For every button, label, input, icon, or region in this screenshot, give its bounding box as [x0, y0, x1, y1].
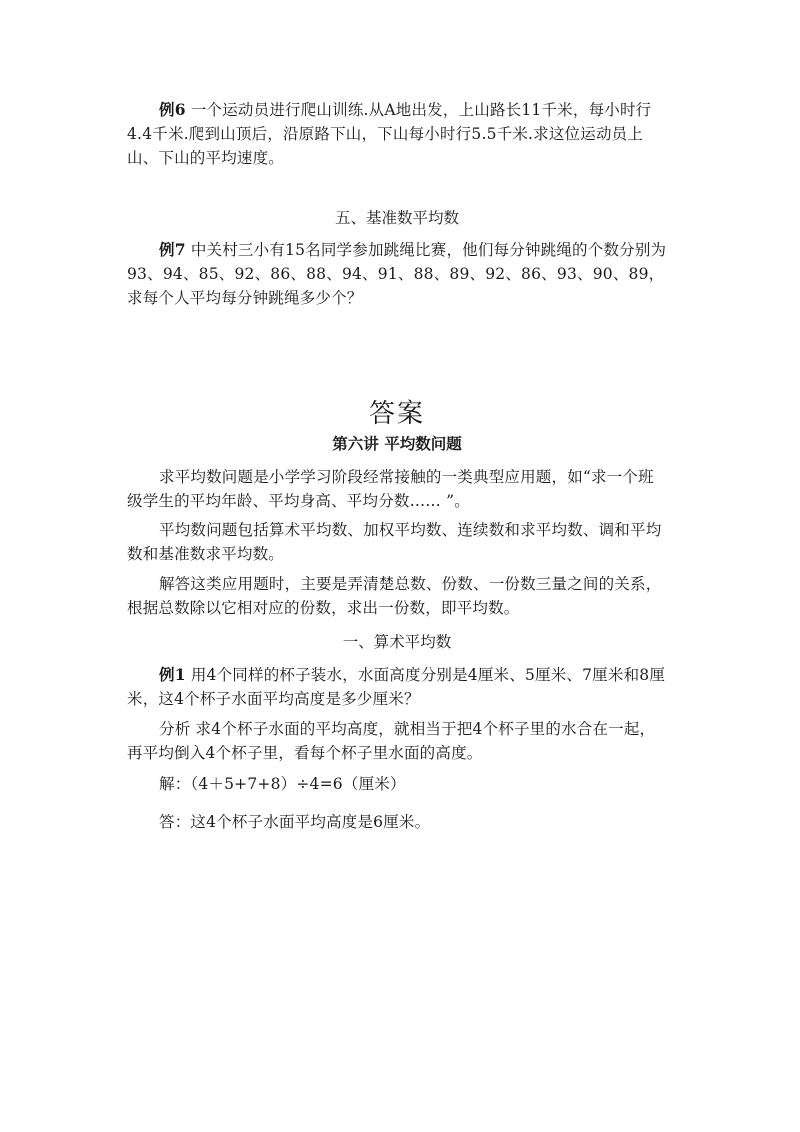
intro-paragraph-2: 平均数问题包括算术平均数、加权平均数、连续数和求平均数、调和平均数和基准数求平均数。: [127, 521, 662, 563]
answer-title: 答案: [368, 399, 425, 429]
example-1-label: 例1: [159, 665, 186, 684]
example-7-label: 例7: [159, 240, 186, 259]
section-5-heading: 五、基准数平均数: [334, 209, 459, 227]
intro-paragraph-1: 求平均数问题是小学学习阶段经常接触的一类典型应用题，如“求一个班级学生的平均年龄、平均身高、平均分数…… ”。: [127, 468, 654, 510]
example-1-analysis: 分析 求4个杯子水面的平均高度，就相当于把4个杯子里的水合在一起，再平均倒入4个杯子里，看每个杯子里水面的高度。: [127, 720, 656, 762]
example-6-label: 例6: [159, 100, 186, 119]
example-1-text: 用4个同样的杯子装水，水面高度分别是4厘米、5厘米、7厘米和8厘米，这4个杯子水面平均高度是多少厘米？: [127, 666, 666, 708]
example-1-solution: 解：（4＋5+7+8）÷4=6（厘米）: [159, 775, 406, 793]
intro-paragraph-3: 解答这类应用题时，主要是弄清楚总数、份数、一份数三量之间的关系，根据总数除以它相对应的份数，求出一份数，即平均数。: [127, 575, 662, 617]
example-6-text: 一个运动员进行爬山训练.从A地出发，上山路长11千米，每小时行4.4千米.爬到山顶后，沿原路下山，下山每小时行5.5千米.求这位运动员上山、下山的平均速度。: [127, 101, 652, 167]
example-7: [127, 238, 667, 310]
example-6: [127, 98, 667, 170]
example-7-text: 中关村三小有15名同学参加跳绳比赛，他们每分钟跳绳的个数分别为93、94、85、92、86、88、94、91、88、89、92、86、93、90、89，求每个人平均每分钟跳绳多少个？: [127, 241, 667, 307]
example-1-answer: 答：这4个杯子水面平均高度是6厘米。: [159, 813, 431, 831]
section-1-heading: 一、算术平均数: [342, 633, 452, 651]
lecture-title: 第六讲 平均数问题: [332, 434, 462, 453]
example-1: [127, 663, 667, 711]
